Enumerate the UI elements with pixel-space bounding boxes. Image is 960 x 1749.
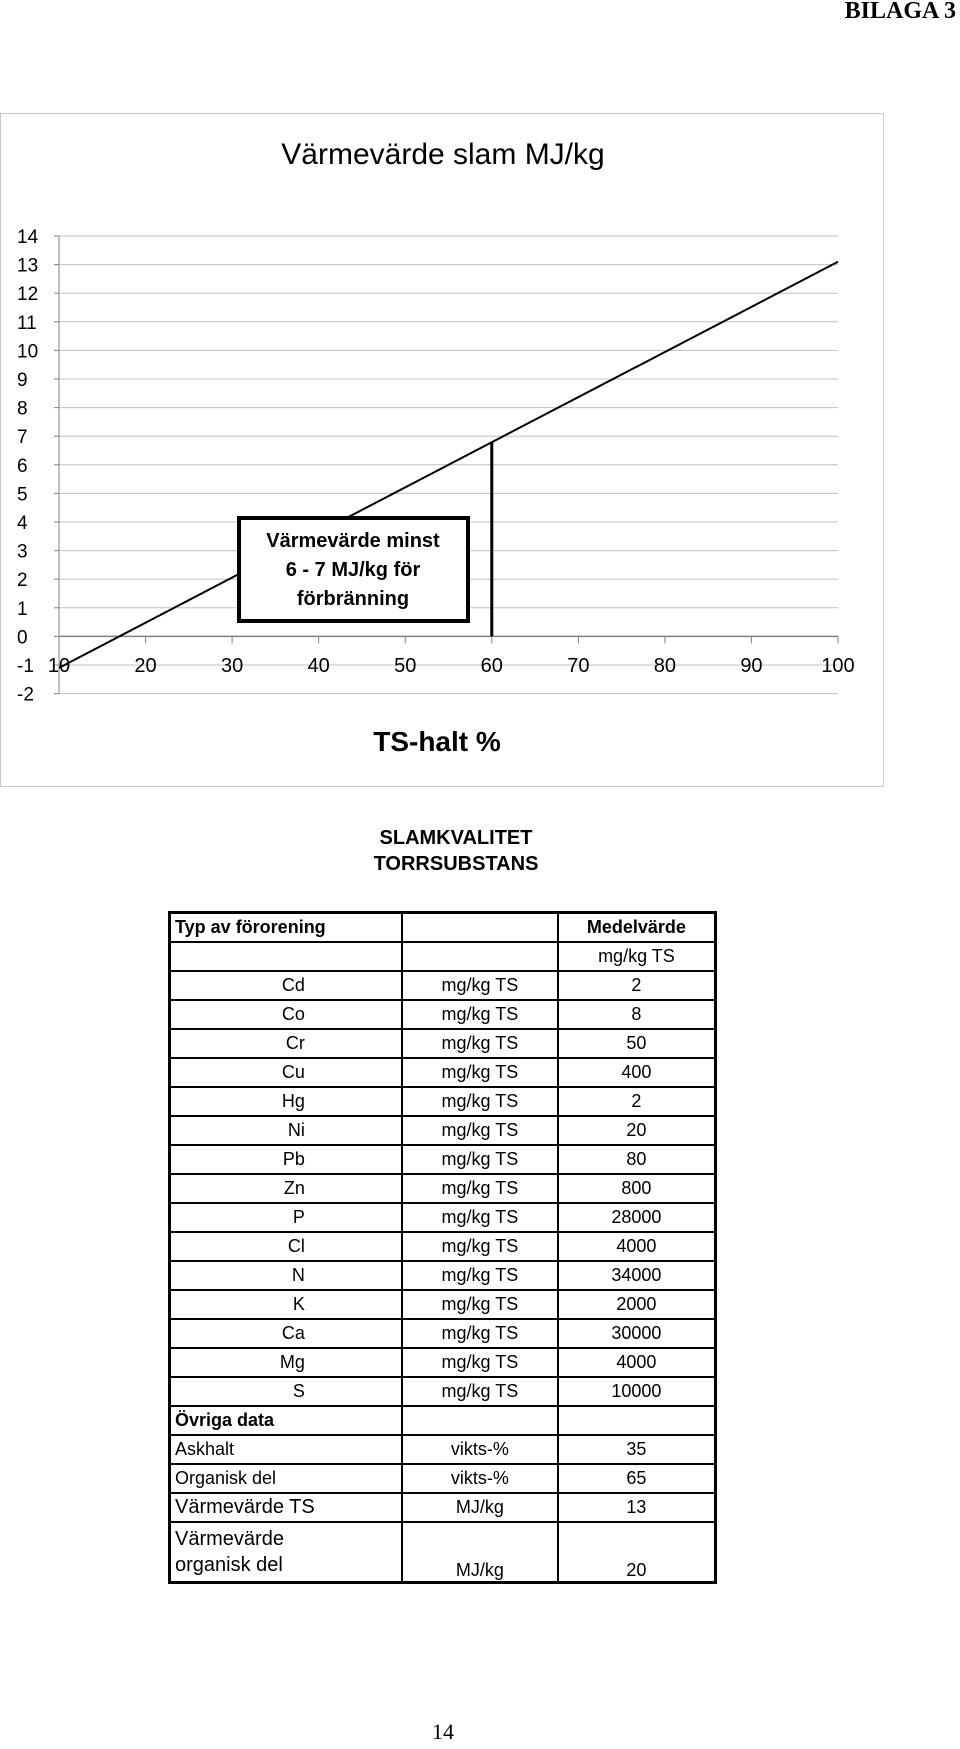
y-tick-label: 12	[17, 284, 39, 306]
value-cell: 30000	[558, 1319, 716, 1348]
unit-cell: mg/kg TS	[402, 1000, 558, 1029]
other-unit-cell: MJ/kg	[402, 1493, 558, 1522]
organic-label-line1: Värmevärde	[175, 1528, 284, 1550]
organic-unit-cell: MJ/kg	[402, 1522, 558, 1583]
y-tick-label: 8	[17, 398, 28, 420]
x-tick-label: 20	[134, 655, 157, 677]
annotation-text: förbränning	[296, 588, 410, 610]
element-cell: Cl	[170, 1232, 402, 1261]
table-unit-row	[170, 942, 716, 971]
y-tick-label: 3	[17, 541, 28, 563]
y-tick-label: 6	[17, 455, 28, 477]
other-label-cell: Organisk del	[170, 1464, 402, 1493]
y-tick-label: 5	[17, 484, 28, 506]
y-tick-label: 11	[17, 312, 37, 334]
value-cell: 4000	[558, 1232, 716, 1261]
other-data-item	[170, 1464, 716, 1493]
header-pollutant-type: Typ av förorening	[170, 913, 402, 943]
x-tick-label: 50	[394, 655, 417, 677]
element-cell: Ni	[170, 1116, 402, 1145]
x-tick-label: 30	[220, 655, 244, 677]
value-cell: 2000	[558, 1290, 716, 1319]
annotation-text: 6 - 7 MJ/kg för	[285, 559, 421, 581]
table-row	[170, 1232, 716, 1261]
unit-cell: mg/kg TS	[402, 1174, 558, 1203]
unit-cell: mg/kg TS	[402, 1116, 558, 1145]
organic-label-line2: organisk del	[175, 1554, 283, 1576]
x-tick-label: 40	[307, 655, 330, 677]
element-cell: Cr	[170, 1029, 402, 1058]
table-row	[170, 1290, 716, 1319]
other-data-item	[170, 1493, 716, 1522]
y-tick-label: 2	[17, 570, 28, 592]
table-row	[170, 1377, 716, 1406]
x-tick-label: 60	[480, 655, 503, 677]
heating-value-chart	[1, 114, 885, 788]
other-value-cell: 35	[558, 1435, 716, 1464]
organic-heating-value-label	[170, 1522, 402, 1583]
x-tick-label: 80	[653, 655, 677, 677]
y-tick-label: 4	[17, 513, 28, 534]
organic-value-cell: 20	[558, 1522, 716, 1583]
chart-title: Värmevärde slam MJ/kg	[281, 138, 605, 171]
table-row	[170, 1145, 716, 1174]
unit-cell: mg/kg TS	[402, 1377, 558, 1406]
element-cell: P	[170, 1203, 402, 1232]
x-tick-label: 10	[47, 655, 71, 677]
element-cell: Pb	[170, 1145, 402, 1174]
element-cell: N	[170, 1261, 402, 1290]
x-tick-label: 90	[740, 655, 763, 677]
value-cell: 50	[558, 1029, 716, 1058]
other-data-item	[170, 1435, 716, 1464]
other-value-cell: 13	[558, 1493, 716, 1522]
element-cell: Hg	[170, 1087, 402, 1116]
other-unit-cell: vikts-%	[402, 1464, 558, 1493]
value-cell: 4000	[558, 1348, 716, 1377]
table-row	[170, 1348, 716, 1377]
table-row	[170, 1261, 716, 1290]
element-cell: K	[170, 1290, 402, 1319]
y-tick-label: 14	[17, 227, 39, 248]
unit-cell: mg/kg TS	[402, 1145, 558, 1174]
value-cell: 400	[558, 1058, 716, 1087]
unit-cell: mg/kg TS	[402, 1087, 558, 1116]
y-tick-label: 13	[17, 255, 39, 277]
element-cell: S	[170, 1377, 402, 1406]
unit-cell: mg/kg TS	[402, 971, 558, 1000]
sludge-quality-table	[168, 911, 717, 1584]
x-axis-title: TS-halt %	[373, 726, 501, 757]
y-tick-label: -1	[17, 656, 34, 677]
element-cell: Cu	[170, 1058, 402, 1087]
x-tick-label: 70	[567, 655, 590, 677]
header-mean-value: Medelvärde	[558, 913, 716, 943]
other-data-row	[170, 1406, 716, 1435]
element-cell: Zn	[170, 1174, 402, 1203]
value-cell: 80	[558, 1145, 716, 1174]
table-heading-line1: SLAMKVALITET	[379, 827, 533, 849]
chart-frame	[0, 113, 884, 787]
table-row	[170, 971, 716, 1000]
unit-cell: mg/kg TS	[402, 1203, 558, 1232]
table-row	[170, 1029, 716, 1058]
value-cell: 28000	[558, 1203, 716, 1232]
unit-cell: mg/kg TS	[402, 1319, 558, 1348]
value-cell: 2	[558, 1087, 716, 1116]
table-heading-line2: TORRSUBSTANS	[373, 853, 539, 875]
table-header-row	[170, 913, 716, 943]
other-data-label: Övriga data	[170, 1406, 402, 1435]
value-cell: 800	[558, 1174, 716, 1203]
table-row	[170, 1058, 716, 1087]
element-cell: Co	[170, 1000, 402, 1029]
value-cell: 2	[558, 971, 716, 1000]
page-header: BILAGA 3	[844, 0, 956, 24]
unit-cell: mg/kg TS	[402, 1029, 558, 1058]
y-tick-label: 0	[17, 627, 28, 649]
annotation-text: Värmevärde minst	[266, 530, 440, 552]
y-tick-label: -2	[17, 684, 34, 706]
element-cell: Ca	[170, 1319, 402, 1348]
table-row	[170, 1000, 716, 1029]
unit-cell: mg/kg TS	[402, 1348, 558, 1377]
page-number: 14	[432, 1719, 454, 1744]
table-row	[170, 1174, 716, 1203]
element-cell: Cd	[170, 971, 402, 1000]
table-row	[170, 1087, 716, 1116]
header-unit-blank	[402, 913, 558, 943]
value-cell: 8	[558, 1000, 716, 1029]
value-cell: 10000	[558, 1377, 716, 1406]
other-label-cell: Värmevärde TS	[170, 1493, 402, 1522]
value-cell: 20	[558, 1116, 716, 1145]
y-tick-label: 7	[17, 427, 28, 449]
unit-cell: mg/kg TS	[402, 1290, 558, 1319]
y-tick-label: 9	[17, 370, 28, 391]
y-tick-label: 10	[17, 341, 39, 363]
organic-heating-value-row	[170, 1522, 716, 1583]
unit-cell: mg/kg TS	[402, 1232, 558, 1261]
y-tick-label: 1	[17, 598, 28, 620]
unit-cell: mg/kg TS	[402, 1261, 558, 1290]
x-tick-label: 100	[821, 655, 855, 677]
element-cell: Mg	[170, 1348, 402, 1377]
table-row	[170, 1116, 716, 1145]
table-row	[170, 1203, 716, 1232]
table-row	[170, 1319, 716, 1348]
other-label-cell: Askhalt	[170, 1435, 402, 1464]
unit-cell: mg/kg TS	[402, 1058, 558, 1087]
header-unit: mg/kg TS	[558, 942, 716, 971]
value-cell: 34000	[558, 1261, 716, 1290]
other-unit-cell: vikts-%	[402, 1435, 558, 1464]
other-value-cell: 65	[558, 1464, 716, 1493]
